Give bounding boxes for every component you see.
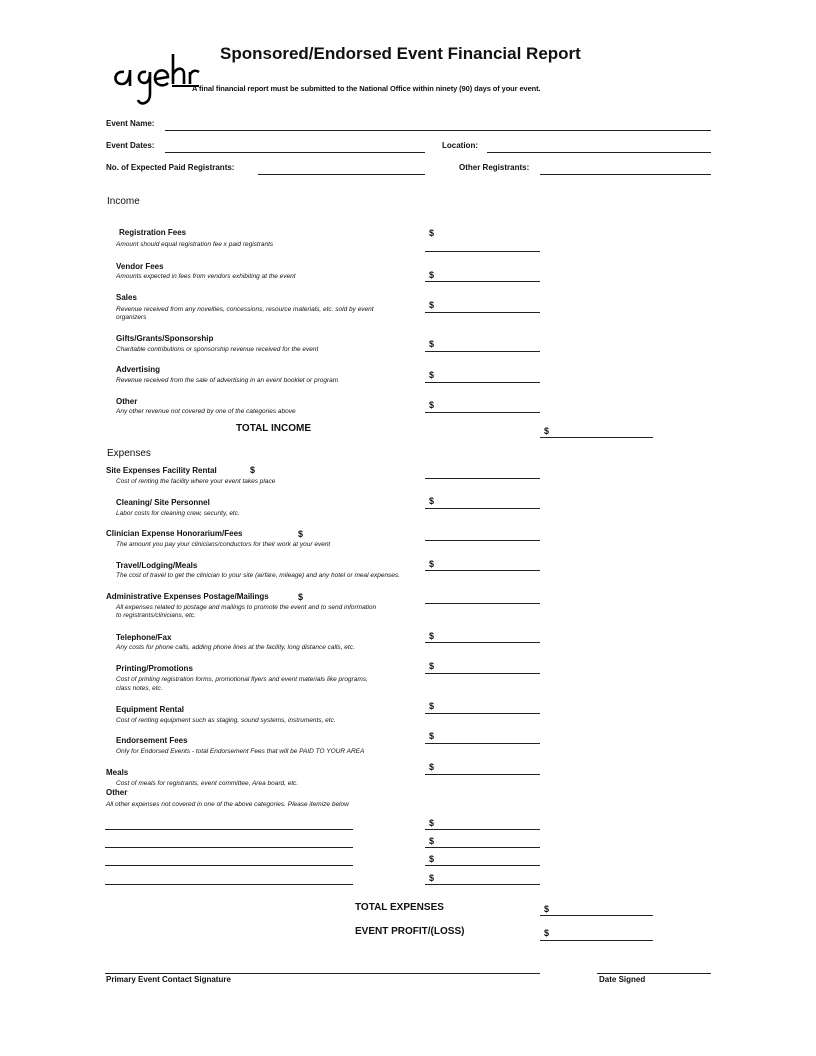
advertising-amount[interactable]	[425, 382, 540, 383]
income-desc: organizers	[116, 314, 147, 321]
expense-desc: All expenses related to postage and mailings to promote the event and to send information	[116, 604, 377, 611]
income-desc: Amount should equal registration fee x paid registrants	[116, 241, 274, 248]
other-registrants-field[interactable]	[540, 174, 711, 175]
dollar-sign: $	[429, 559, 435, 569]
other-item-amount[interactable]	[425, 884, 540, 885]
dollar-sign: $	[429, 339, 435, 349]
income-heading: Income	[107, 196, 140, 207]
income-label: Vendor Fees	[116, 262, 164, 271]
administrative-amount[interactable]	[425, 603, 540, 604]
dollar-sign: $	[298, 592, 304, 602]
expense-label: Other	[106, 788, 128, 797]
dollar-sign: $	[429, 762, 435, 772]
total-income-amount[interactable]	[540, 437, 653, 438]
event-profit-label: EVENT PROFIT/(LOSS)	[355, 926, 465, 937]
event-name-label: Event Name:	[106, 119, 155, 128]
income-desc: Revenue received from the sale of advertising in an event booklet or program	[116, 377, 339, 384]
dollar-sign: $	[544, 928, 550, 938]
expected-paid-field[interactable]	[258, 174, 425, 175]
income-desc: Any other revenue not covered by one of the categories above	[116, 408, 296, 415]
dollar-sign: $	[298, 529, 304, 539]
other-item-description[interactable]	[105, 847, 353, 848]
expense-desc: The amount you pay your clinicians/conductors for their work at your event	[116, 541, 331, 548]
total-expenses-amount[interactable]	[540, 915, 653, 916]
dollar-sign: $	[429, 228, 435, 238]
expense-desc: Only for Endorsed Events - total Endorsement Fees that will be PAID TO YOUR AREA	[116, 748, 365, 755]
other-registrants-label: Other Registrants:	[459, 163, 530, 172]
dollar-sign: $	[429, 873, 435, 883]
dollar-sign: $	[429, 631, 435, 641]
dollar-sign: $	[429, 818, 435, 828]
other-item-amount[interactable]	[425, 829, 540, 830]
total-expenses-label: TOTAL EXPENSES	[355, 902, 444, 913]
printing-amount[interactable]	[425, 673, 540, 674]
expense-label: Clinician Expense Honorarium/Fees	[106, 529, 243, 538]
dollar-sign: $	[429, 661, 435, 671]
location-label: Location:	[442, 141, 478, 150]
signature-label: Primary Event Contact Signature	[106, 975, 231, 984]
dollar-sign: $	[429, 701, 435, 711]
submission-notice: A final financial report must be submitted to the National Office within ninety (90) days of your event.	[192, 84, 541, 93]
dollar-sign: $	[544, 904, 550, 914]
other-item-amount[interactable]	[425, 847, 540, 848]
expense-desc: Cost of meals for registrants, event committee, Area board, etc.	[116, 780, 299, 787]
sales-amount[interactable]	[425, 312, 540, 313]
income-label: Advertising	[116, 365, 161, 374]
signature-line[interactable]	[105, 973, 540, 974]
dollar-sign: $	[429, 854, 435, 864]
event-dates-field[interactable]	[165, 152, 425, 153]
income-desc: Charitable contributions or sponsorship revenue received for the event	[116, 346, 319, 353]
expense-desc: Cost of printing registration forms, promotional flyers and event materials like programs,	[116, 676, 368, 683]
expense-label: Equipment Rental	[116, 705, 185, 714]
dollar-sign: $	[429, 270, 435, 280]
expense-label: Endorsement Fees	[116, 736, 188, 745]
equipment-amount[interactable]	[425, 713, 540, 714]
page-title: Sponsored/Endorsed Event Financial Report	[220, 44, 581, 63]
event-profit-amount[interactable]	[540, 940, 653, 941]
dollar-sign: $	[429, 836, 435, 846]
expense-desc: Any costs for phone calls, adding phone lines at the facility, long distance calls, etc.	[116, 644, 355, 651]
expense-desc: Cost of renting equipment such as staging, sound systems, instruments, etc.	[116, 717, 336, 724]
expenses-heading: Expenses	[107, 448, 151, 459]
dollar-sign: $	[429, 300, 435, 310]
expense-label: Administrative Expenses Postage/Mailings	[106, 592, 269, 601]
event-dates-label: Event Dates:	[106, 141, 155, 150]
income-desc: Amounts expected in fees from vendors exhibiting at the event	[116, 273, 296, 280]
other-income-amount[interactable]	[425, 412, 540, 413]
gifts-amount[interactable]	[425, 351, 540, 352]
expense-label: Meals	[106, 768, 129, 777]
income-label: Other	[116, 397, 138, 406]
dollar-sign: $	[544, 426, 550, 436]
agehr-logo	[110, 50, 200, 115]
cleaning-amount[interactable]	[425, 508, 540, 509]
other-item-description[interactable]	[105, 865, 353, 866]
expense-desc: All other expenses not covered in one of the above categories. Please itemize below	[106, 801, 349, 808]
location-field[interactable]	[487, 152, 711, 153]
dollar-sign: $	[250, 465, 256, 475]
dollar-sign: $	[429, 370, 435, 380]
endorsement-amount[interactable]	[425, 743, 540, 744]
expense-label: Travel/Lodging/Meals	[116, 561, 198, 570]
vendor-fees-amount[interactable]	[425, 281, 540, 282]
expected-paid-label: No. of Expected Paid Registrants:	[106, 163, 235, 172]
expense-desc: Labor costs for cleaning crew, security, etc.	[116, 510, 240, 517]
travel-amount[interactable]	[425, 570, 540, 571]
telephone-amount[interactable]	[425, 642, 540, 643]
other-item-description[interactable]	[105, 829, 353, 830]
dollar-sign: $	[429, 400, 435, 410]
expense-desc: The cost of travel to get the clinician to your site (airfare, mileage) and any hotel or meal expenses.	[116, 572, 400, 579]
income-label: Registration Fees	[119, 228, 187, 237]
dollar-sign: $	[429, 496, 435, 506]
other-item-amount[interactable]	[425, 865, 540, 866]
event-name-field[interactable]	[165, 130, 711, 131]
income-desc: Revenue received from any novelties, concessions, resource materials, etc. sold by event	[116, 306, 374, 313]
expense-desc: Cost of renting the facility where your event takes place	[116, 478, 276, 485]
expense-desc: to registrants/clinicians, etc.	[116, 612, 196, 619]
expense-label: Telephone/Fax	[116, 633, 172, 642]
meals-amount[interactable]	[425, 774, 540, 775]
total-income-label: TOTAL INCOME	[236, 423, 311, 434]
income-label: Gifts/Grants/Sponsorship	[116, 334, 214, 343]
expense-label: Printing/Promotions	[116, 664, 193, 673]
expense-label: Site Expenses Facility Rental	[106, 466, 217, 475]
registration-fees-amount[interactable]	[425, 251, 540, 252]
date-signed-label: Date Signed	[599, 975, 646, 984]
dollar-sign: $	[429, 731, 435, 741]
income-label: Sales	[116, 293, 137, 302]
date-signed-line[interactable]	[597, 973, 711, 974]
clinician-amount[interactable]	[425, 540, 540, 541]
expense-label: Cleaning/ Site Personnel	[116, 498, 210, 507]
expense-desc: class notes, etc.	[116, 685, 163, 692]
site-expenses-amount[interactable]	[425, 478, 540, 479]
other-item-description[interactable]	[105, 884, 353, 885]
